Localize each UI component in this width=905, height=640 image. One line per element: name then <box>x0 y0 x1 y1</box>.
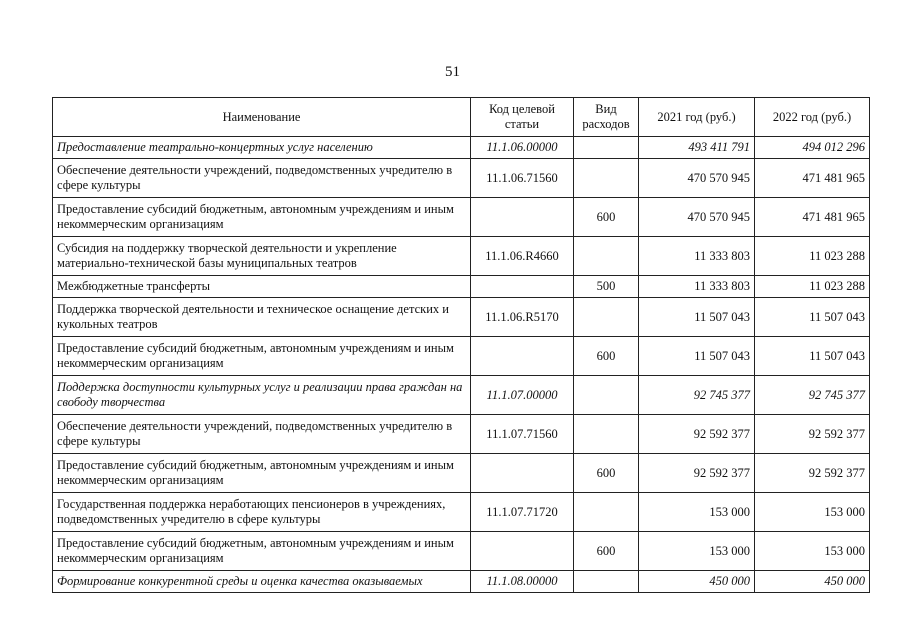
row-type: 500 <box>574 276 639 298</box>
header-code: Код целевой статьи <box>471 98 574 137</box>
row-2021: 92 745 377 <box>639 376 755 415</box>
row-type <box>574 415 639 454</box>
row-code: 11.1.08.00000 <box>471 571 574 593</box>
row-2021: 493 411 791 <box>639 137 755 159</box>
row-name: Формирование конкурентной среды и оценка качества оказываемых <box>53 571 471 593</box>
row-name: Субсидия на поддержку творческой деятельности и укрепление материально-технической базы муниципальных театров <box>53 237 471 276</box>
row-name: Предоставление субсидий бюджетным, автономным учреждениям и иным некоммерческим организациям <box>53 198 471 237</box>
row-2021: 470 570 945 <box>639 198 755 237</box>
table-row <box>53 415 870 454</box>
row-2021: 153 000 <box>639 493 755 532</box>
table-row <box>53 532 870 571</box>
row-2021: 11 507 043 <box>639 298 755 337</box>
table-row <box>53 159 870 198</box>
table-row <box>53 571 870 593</box>
row-code <box>471 454 574 493</box>
row-name: Предоставление субсидий бюджетным, автономным учреждениям и иным некоммерческим организациям <box>53 337 471 376</box>
table-row <box>53 298 870 337</box>
row-name: Обеспечение деятельности учреждений, подведомственных учредителю в сфере культуры <box>53 159 471 198</box>
row-name: Поддержка творческой деятельности и техническое оснащение детских и кукольных театров <box>53 298 471 337</box>
row-2021: 92 592 377 <box>639 454 755 493</box>
row-2021: 450 000 <box>639 571 755 593</box>
row-name: Обеспечение деятельности учреждений, подведомственных учредителю в сфере культуры <box>53 415 471 454</box>
row-name: Межбюджетные трансферты <box>53 276 471 298</box>
row-2022: 153 000 <box>755 532 870 571</box>
header-year-2021: 2021 год (руб.) <box>639 98 755 137</box>
row-2021: 92 592 377 <box>639 415 755 454</box>
row-name: Предоставление субсидий бюджетным, автономным учреждениям и иным некоммерческим организациям <box>53 454 471 493</box>
row-2021: 153 000 <box>639 532 755 571</box>
row-2022: 92 592 377 <box>755 454 870 493</box>
row-2022: 471 481 965 <box>755 159 870 198</box>
table-row <box>53 493 870 532</box>
row-code <box>471 276 574 298</box>
row-2022: 471 481 965 <box>755 198 870 237</box>
table-row <box>53 337 870 376</box>
row-code <box>471 198 574 237</box>
row-code: 11.1.06.00000 <box>471 137 574 159</box>
table-row <box>53 454 870 493</box>
row-type <box>574 159 639 198</box>
row-2021: 470 570 945 <box>639 159 755 198</box>
row-code: 11.1.06.71560 <box>471 159 574 198</box>
row-name: Поддержка доступности культурных услуг и реализации права граждан на свободу творчества <box>53 376 471 415</box>
row-type: 600 <box>574 454 639 493</box>
row-name: Предоставление субсидий бюджетным, автономным учреждениям и иным некоммерческим организациям <box>53 532 471 571</box>
row-2022: 11 507 043 <box>755 298 870 337</box>
row-code <box>471 337 574 376</box>
header-year-2022: 2022 год (руб.) <box>755 98 870 137</box>
row-2022: 153 000 <box>755 493 870 532</box>
row-name: Предоставление театрально-концертных услуг населению <box>53 137 471 159</box>
table-row <box>53 237 870 276</box>
row-code: 11.1.07.71720 <box>471 493 574 532</box>
header-type: Вид расходов <box>574 98 639 137</box>
row-type: 600 <box>574 532 639 571</box>
row-type <box>574 571 639 593</box>
row-2022: 450 000 <box>755 571 870 593</box>
row-2022: 11 023 288 <box>755 237 870 276</box>
table-row <box>53 137 870 159</box>
row-2022: 92 592 377 <box>755 415 870 454</box>
row-2022: 494 012 296 <box>755 137 870 159</box>
row-code: 11.1.07.71560 <box>471 415 574 454</box>
row-type <box>574 376 639 415</box>
table-row <box>53 198 870 237</box>
row-type <box>574 298 639 337</box>
table-header-row <box>53 98 870 137</box>
row-type <box>574 493 639 532</box>
row-code <box>471 532 574 571</box>
row-code: 11.1.06.R4660 <box>471 237 574 276</box>
row-type <box>574 137 639 159</box>
row-type: 600 <box>574 337 639 376</box>
row-2022: 11 023 288 <box>755 276 870 298</box>
table-row <box>53 376 870 415</box>
table-row <box>53 276 870 298</box>
row-type: 600 <box>574 198 639 237</box>
row-code: 11.1.06.R5170 <box>471 298 574 337</box>
row-2022: 92 745 377 <box>755 376 870 415</box>
row-2021: 11 507 043 <box>639 337 755 376</box>
row-code: 11.1.07.00000 <box>471 376 574 415</box>
row-2021: 11 333 803 <box>639 237 755 276</box>
header-name: Наименование <box>53 98 471 137</box>
row-2022: 11 507 043 <box>755 337 870 376</box>
row-name: Государственная поддержка неработающих пенсионеров в учреждениях, подведомственных учредителю в сфере культуры <box>53 493 471 532</box>
page-number: 51 <box>445 64 460 80</box>
row-type <box>574 237 639 276</box>
budget-table <box>52 97 870 593</box>
row-2021: 11 333 803 <box>639 276 755 298</box>
